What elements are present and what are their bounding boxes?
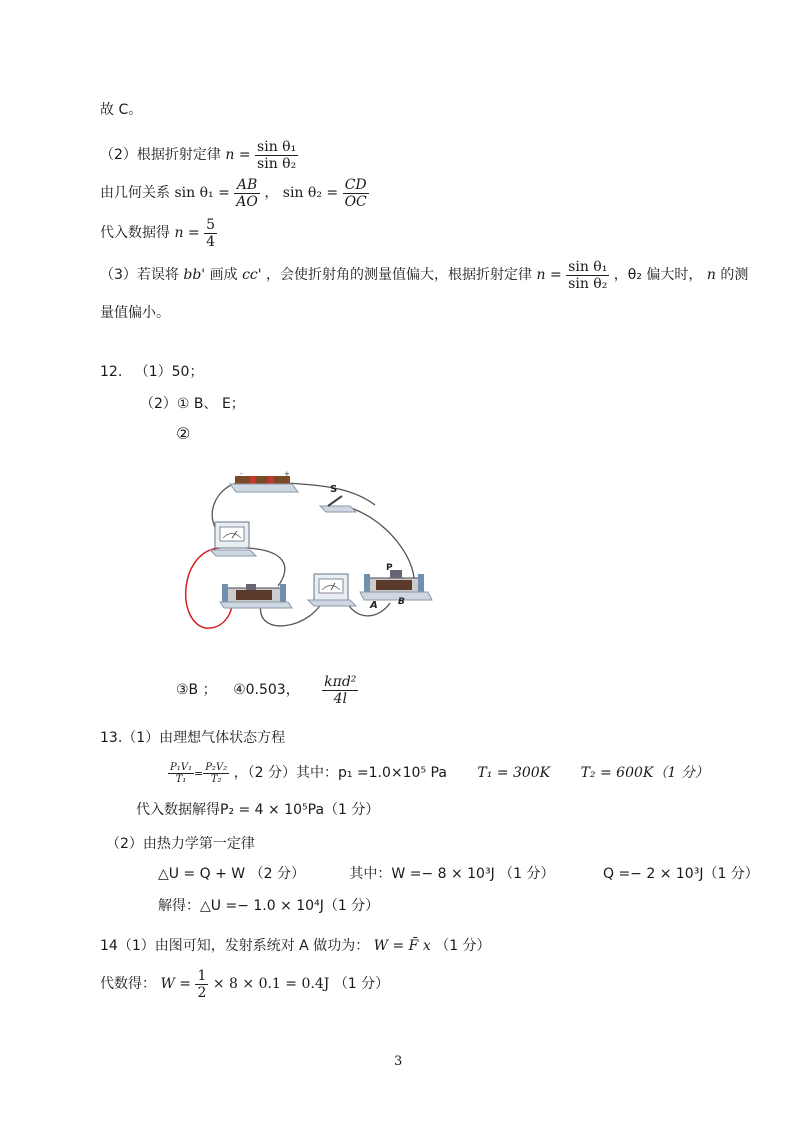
gas-left-fraction [168,762,194,785]
frac-numerator: kπd² [324,673,357,690]
q12-part2-2: ② [176,424,191,443]
frac-denominator: sin θ₂ [568,275,608,292]
n-equals: n = [225,147,251,163]
rheostat [360,563,432,611]
q12-part4: ④0.503， [233,682,300,698]
error-analysis-line [100,258,748,292]
rheostat-a-label: A [370,600,378,611]
geometry-line [100,176,369,210]
frac-numerator: sin θ₁ [568,258,608,275]
frac-numerator: P₂V₂ [205,761,228,773]
battery [230,470,298,492]
cc-label: cc' [242,267,262,283]
answer-c: 故 C。 [100,102,143,118]
resistor [220,584,292,608]
frac-denominator: T₂ [210,773,222,785]
circuit-diagram [180,470,460,650]
page-number: 3 [394,1054,403,1069]
q13-solve-line: 代入数据解得P₂ = 4 × 10⁵Pa（1 分） [136,802,380,818]
q14-p2-score: （1 分） [333,976,390,992]
frac-numerator: sin θ₁ [257,138,297,155]
sin1-equals: sin θ₁ = [174,185,230,201]
cd-oc-fraction [343,177,369,210]
ab-ao-fraction [234,177,260,210]
q14-part1 [100,936,491,956]
frac-denominator: 4l [333,690,347,707]
substitute-line [100,216,217,250]
rheostat-b-label: B [398,597,405,607]
q13-part2: （2）由热力学第一定律 [106,836,255,852]
work-calculation: × 8 × 0.1 = 0.4J [212,976,330,992]
q12-part3: ③B ； [176,682,217,698]
error-text-d: ，θ₂ 偏大时， [613,267,703,283]
q14-calc-label: 代数得： [100,976,156,992]
first-law-line [158,864,759,884]
q12-number: 12. [100,364,123,380]
frac-numerator: CD [343,177,369,194]
substitute-label: 代入数据得 [100,225,170,241]
frac-denominator: sin θ₂ [257,155,297,172]
bb-label: bb' [183,267,206,283]
q14-p1-text: 14（1）由图可知，发射系统对 A 做功为： [100,938,370,954]
n-equals: n = [536,267,562,283]
work-value: 其中：W =− 8 × 10³J （1 分） [349,866,555,882]
q12-part1 [100,362,203,382]
q14-calc-line [100,964,389,1004]
error-text-c: ，会使折射角的测量值偏大，根据折射定律 [266,267,533,283]
sin2-equals: sin θ₂ = [282,185,339,201]
frac-denominator: T₁ [175,773,187,785]
gas-equation-line: $\frac{\text{P₁V₁}}{\text{T₁}}$ = $\frac{\text{P₂V₂}}{\text{T₂}}$ ，（2 分）其中：p₁ =1.0×10⁵ Pa T₁ = 300K T₂ = 600K（1 分） [170,761,709,785]
refraction-fraction-2 [566,259,609,292]
frac-denominator: 4 [206,233,216,250]
heat-value: Q =− 2 × 10³J（1 分） [602,866,759,882]
switch-label: S [330,484,338,495]
rheostat-p-label: P [386,563,393,573]
gas-equation-rest: ，（2 分）其中：p₁ =1.0×10⁵ Pa [233,765,447,781]
geometry-label: 由几何关系 [100,185,170,201]
n-var: n [706,267,716,283]
work-formula: W = F̄ x [373,938,431,954]
q12-part2: （2）① B、 E； [140,396,245,412]
resistivity-formula [322,674,358,707]
error-text-e: 的测 [720,267,749,283]
gas-right-fraction [203,762,229,785]
refraction-law-line [100,138,298,172]
wire-switch-rheostat [348,507,414,588]
q13-result: 解得：△U =− 1.0 × 10⁴J（1 分） [158,898,380,914]
battery-minus: - [240,470,243,478]
frac-numerator: 5 [206,216,216,233]
voltmeter [210,522,256,556]
frac-numerator: 1 [197,967,207,984]
ammeter [308,574,356,606]
t2-value: T₂ = 600K（1 分） [580,765,709,781]
q13-part1 [100,728,285,748]
frac-denominator: OC [344,193,367,210]
frac-numerator: P₁V₁ [170,761,192,773]
q13-p1-text: （1）由理想气体状态方程 [122,730,286,746]
half-fraction [195,968,208,1001]
five-fourths [204,217,217,250]
error-text-a: （3）若误将 [100,267,179,283]
error-analysis-line-2: 量值偏小。 [100,305,170,321]
refraction-law-label: （2）根据折射定律 [100,147,221,163]
error-text-b: 画成 [209,267,238,283]
frac-denominator: 2 [197,984,207,1001]
frac-numerator: AB [234,177,260,194]
q14-p1-score: （1 分） [435,938,491,954]
w-equals: W = [160,976,192,992]
n-equals: n = [174,225,200,241]
first-law-equation: △U = Q + W （2 分） [158,866,305,882]
frac-denominator: AO [236,193,258,210]
q12-part3-4 [176,670,358,710]
q13-number: 13. [100,730,123,746]
battery-plus: + [284,470,290,478]
t1-value: T₁ = 300K [477,765,551,781]
comma: ， [264,185,279,201]
refraction-fraction [255,139,298,172]
q12-p1-text: （1）50； [134,364,204,380]
